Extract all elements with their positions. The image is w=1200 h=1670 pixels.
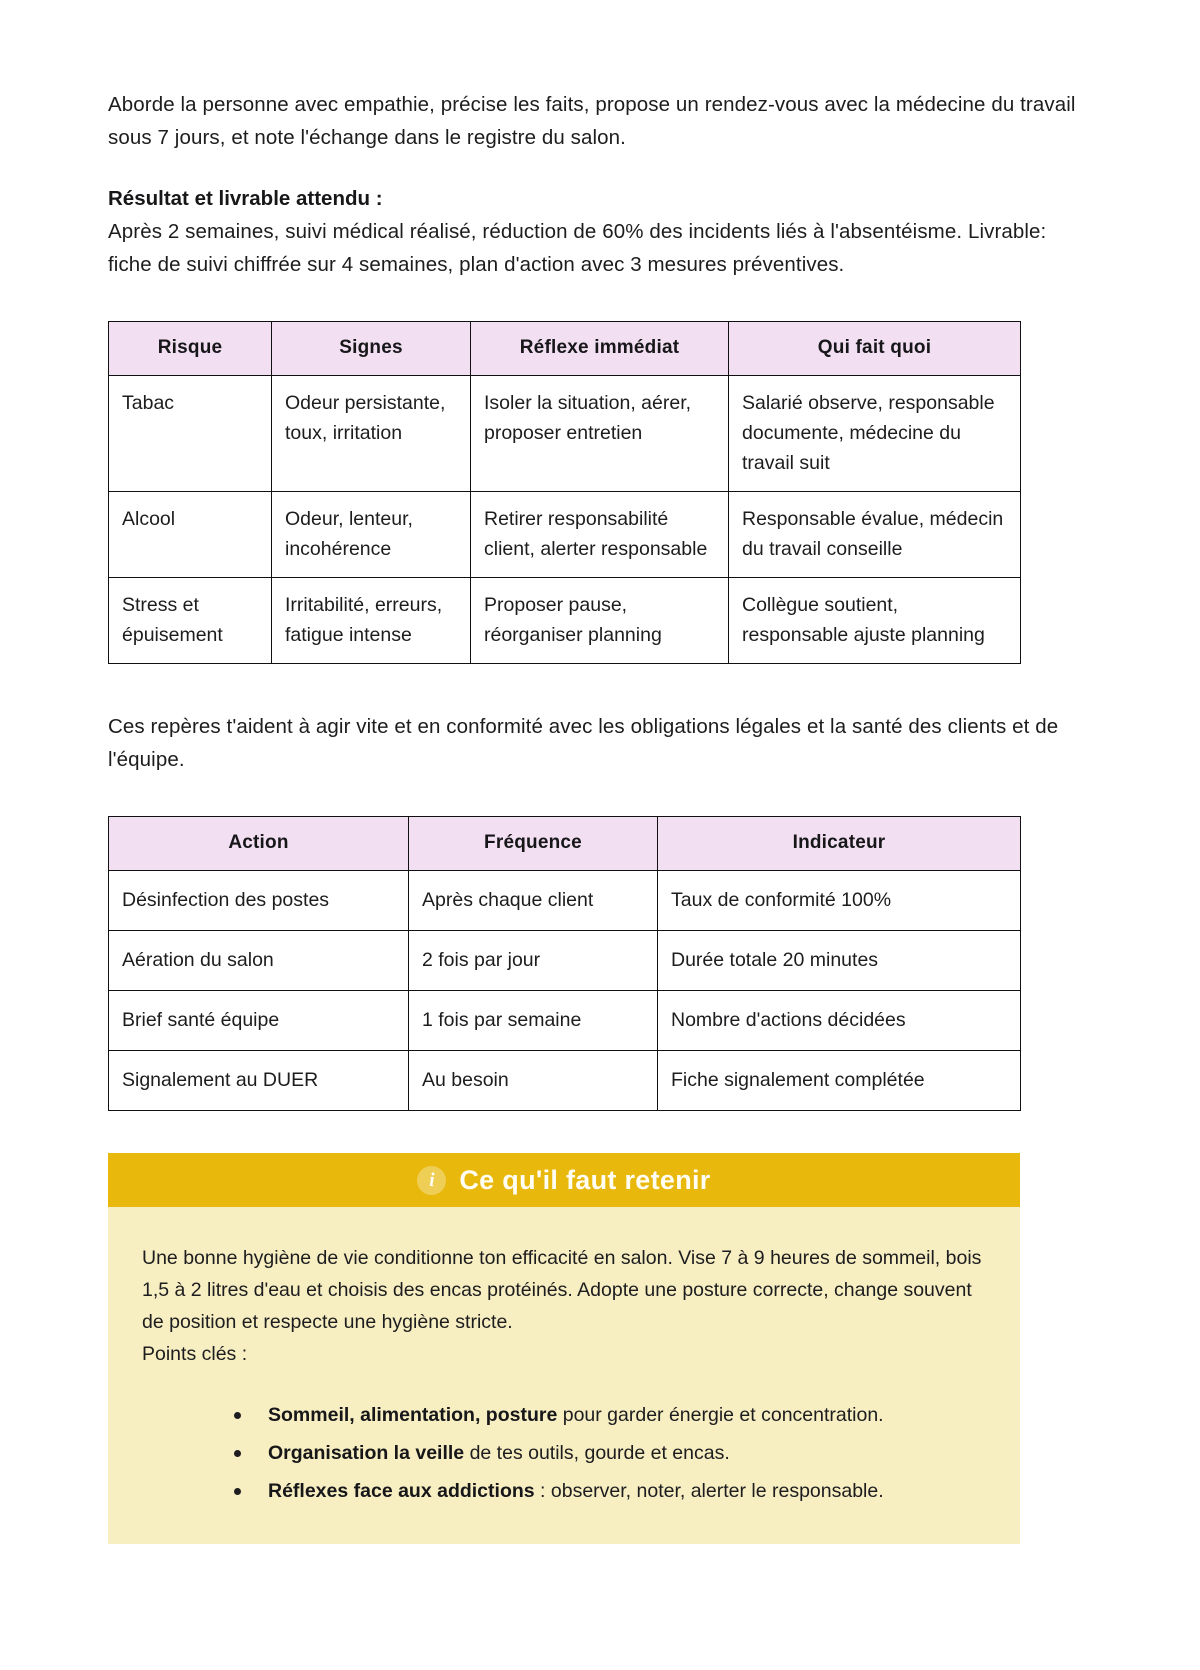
column-header-qui: Qui fait quoi [729, 322, 1021, 376]
cell-signes: Irritabilité, erreurs, fatigue intense [272, 578, 471, 664]
list-item-rest: pour garder énergie et concentration. [557, 1404, 884, 1426]
table-row [109, 376, 1021, 492]
list-item [234, 1479, 986, 1504]
callout-paragraph: Une bonne hygiène de vie conditionne ton efficacité en salon. Vise 7 à 9 heures de sommeil, bois 1,5 à 2 litres d'eau et choisis des encas protéinés. Adopte une posture correcte, change souvent de position et respecte une hygiène stricte. [142, 1247, 982, 1333]
list-item-bold: Réflexes face aux addictions [268, 1480, 535, 1502]
bullet-dot-icon [234, 1488, 241, 1495]
callout-title: Ce qu'il faut retenir [459, 1164, 711, 1195]
column-header-signes: Signes [272, 322, 471, 376]
info-circle-icon: i [417, 1166, 446, 1195]
column-header-reflexe: Réflexe immédiat [471, 322, 729, 376]
table-header-row [109, 817, 1021, 871]
cell-frequence: Au besoin [409, 1051, 658, 1111]
risk-table [108, 321, 1021, 664]
table-row [109, 578, 1021, 664]
list-item [234, 1441, 986, 1466]
bullet-dot-icon [234, 1450, 241, 1457]
result-paragraph: Après 2 semaines, suivi médical réalisé, réduction de 60% des incidents liés à l'absentéisme. Livrable: fiche de suivi chiffrée sur 4 semaines, plan d'action avec 3 mesures préventives. [108, 220, 1047, 276]
cell-action: Aération du salon [109, 931, 409, 991]
spacer [108, 664, 1092, 710]
cell-action: Signalement au DUER [109, 1051, 409, 1111]
cell-indicateur: Fiche signalement complétée [658, 1051, 1021, 1111]
table-header-row [109, 322, 1021, 376]
table-row [109, 931, 1021, 991]
cell-indicateur: Taux de conformité 100% [658, 871, 1021, 931]
list-item [234, 1403, 986, 1428]
cell-reflexe: Retirer responsabilité client, alerter responsable [471, 492, 729, 578]
cell-action: Désinfection des postes [109, 871, 409, 931]
cell-qui: Responsable évalue, médecin du travail conseille [729, 492, 1021, 578]
column-header-frequence: Fréquence [409, 817, 658, 871]
table-row [109, 871, 1021, 931]
cell-frequence: 1 fois par semaine [409, 991, 658, 1051]
cell-risque: Alcool [109, 492, 272, 578]
cell-signes: Odeur persistante, toux, irritation [272, 376, 471, 492]
mid-paragraph: Ces repères t'aident à agir vite et en conformité avec les obligations légales et la santé des clients et de l'équipe. [108, 715, 1059, 771]
cell-signes: Odeur, lenteur, incohérence [272, 492, 471, 578]
table-row [109, 492, 1021, 578]
cell-qui: Salarié observe, responsable documente, médecine du travail suit [729, 376, 1021, 492]
key-takeaway-callout [108, 1153, 1020, 1544]
cell-risque: Tabac [109, 376, 272, 492]
callout-body [108, 1207, 1020, 1544]
table-row [109, 1051, 1021, 1111]
cell-reflexe: Proposer pause, réorganiser planning [471, 578, 729, 664]
cell-indicateur: Nombre d'actions décidées [658, 991, 1021, 1051]
cell-frequence: 2 fois par jour [409, 931, 658, 991]
list-item-bold: Organisation la veille [268, 1442, 465, 1464]
list-item-rest: de tes outils, gourde et encas. [464, 1442, 730, 1464]
cell-action: Brief santé équipe [109, 991, 409, 1051]
column-header-risque: Risque [109, 322, 272, 376]
key-points-list [142, 1403, 986, 1504]
list-item-bold: Sommeil, alimentation, posture [268, 1404, 558, 1426]
list-item-rest: : observer, noter, alerter le responsable. [534, 1480, 884, 1502]
cell-risque: Stress et épuisement [109, 578, 272, 664]
cell-frequence: Après chaque client [409, 871, 658, 931]
callout-points-label: Points clés : [142, 1343, 248, 1365]
cell-indicateur: Durée totale 20 minutes [658, 931, 1021, 991]
cell-qui: Collègue soutient, responsable ajuste planning [729, 578, 1021, 664]
column-header-indicateur: Indicateur [658, 817, 1021, 871]
action-table [108, 816, 1021, 1111]
intro-paragraph: Aborde la personne avec empathie, précise les faits, propose un rendez-vous avec la médecine du travail sous 7 jours, et note l'échange dans le registre du salon. [108, 93, 1076, 149]
cell-reflexe: Isoler la situation, aérer, proposer entretien [471, 376, 729, 492]
bullet-dot-icon [234, 1412, 241, 1419]
column-header-action: Action [109, 817, 409, 871]
result-heading: Résultat et livrable attendu : [108, 187, 383, 210]
callout-header [108, 1153, 1020, 1207]
table-row [109, 991, 1021, 1051]
